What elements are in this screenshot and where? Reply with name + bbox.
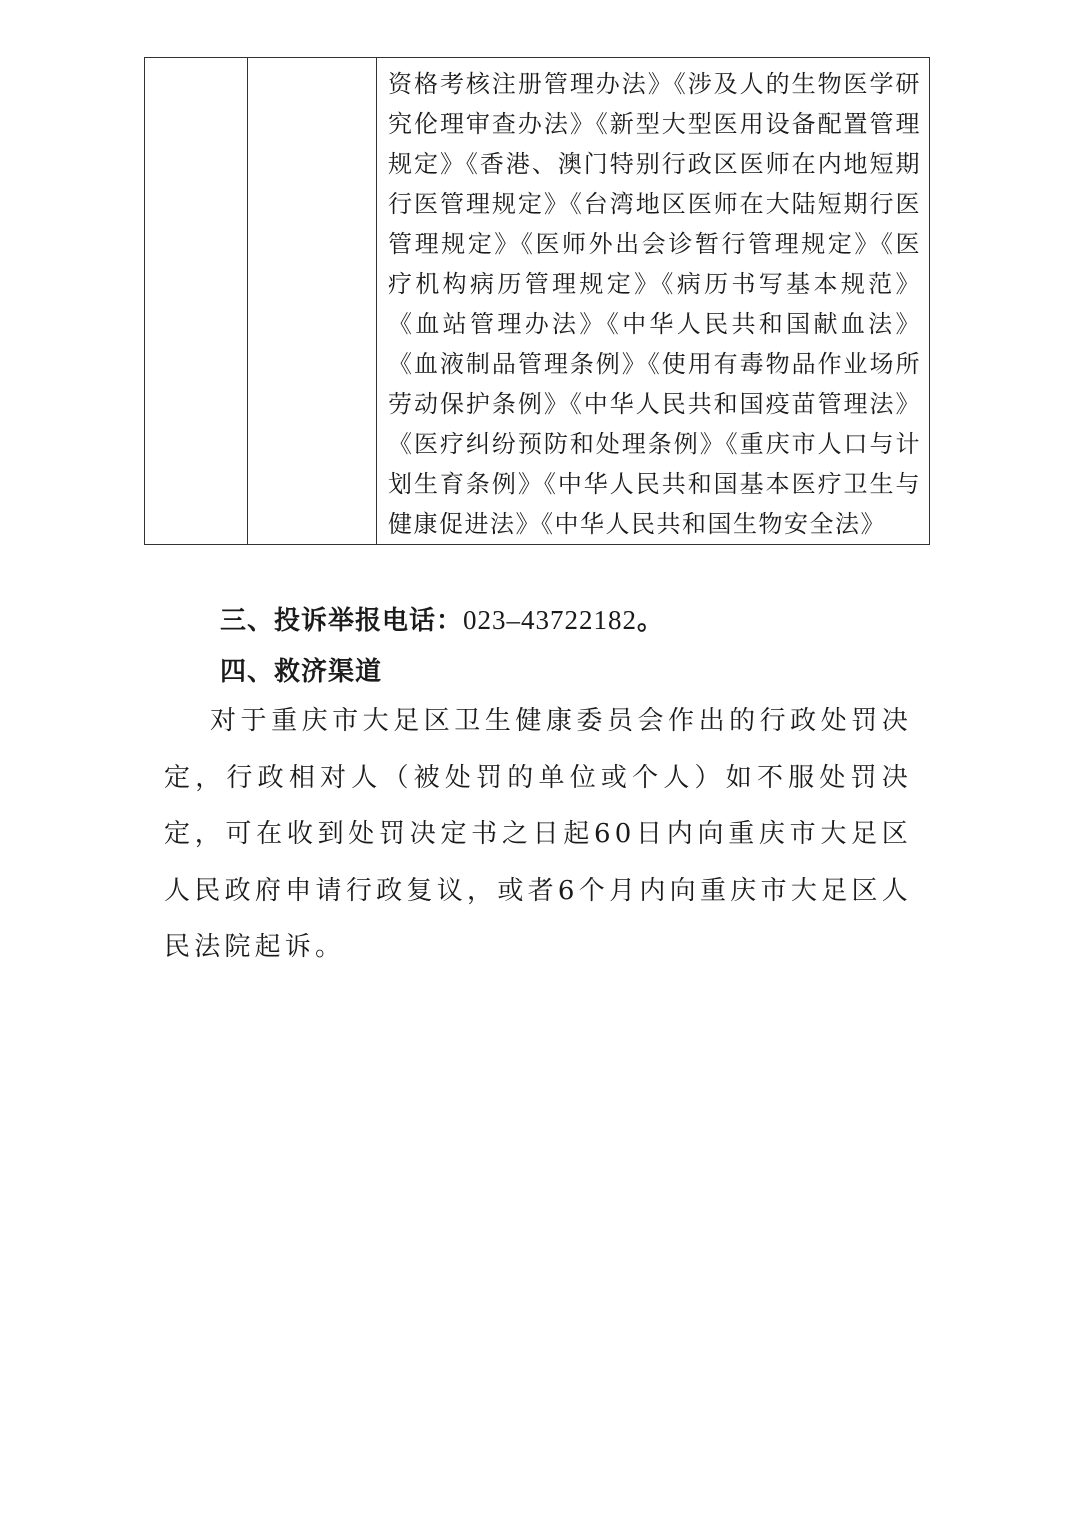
- law-list-text: 资格考核注册管理办法》《涉及人的生物医学研究伦理审查办法》《新型大型医用设备配置管理规定》《香港、澳门特别行政区医师在内地短期行医管理规定》《台湾地区医师在大陆短期行医管理规定》《医师外出会诊暂行管理规定》《医疗机构病历管理规定》《病历书写基本规范》《血站管理办法》《中华人民共和国献血法》《血液制品管理条例》《使用有毒物品作业场所劳动保护条例》《中华人民共和国疫苗管理法》《医疗纠纷预防和处理条例》《重庆市人口与计划生育条例》《中华人民共和国基本医疗卫生与健康促进法》《中华人民共和国生物安全法》: [388, 70, 921, 538]
- table-cell-empty-2: [248, 58, 377, 545]
- table-cell-empty-1: [145, 58, 248, 545]
- section-3-heading: [220, 600, 664, 637]
- law-table: [144, 57, 930, 545]
- table-cell-law-list: [377, 58, 930, 545]
- remedy-paragraph: 对于重庆市大足区卫生健康委员会作出的行政处罚决定，行政相对人（被处罚的单位或个人）如不服处罚决定，可在收到处罚决定书之日起60日内向重庆市大足区人民政府申请行政复议，或者6个月内向重庆市大足区人民法院起诉。: [164, 706, 912, 962]
- table-row: [145, 58, 930, 545]
- complaint-phone-number: 023–43722182: [463, 605, 638, 635]
- section-4-heading: 四、救济渠道: [220, 657, 383, 687]
- section-3-label: 三、投诉举报电话：: [220, 606, 464, 636]
- section-3-tail: 。: [637, 606, 665, 636]
